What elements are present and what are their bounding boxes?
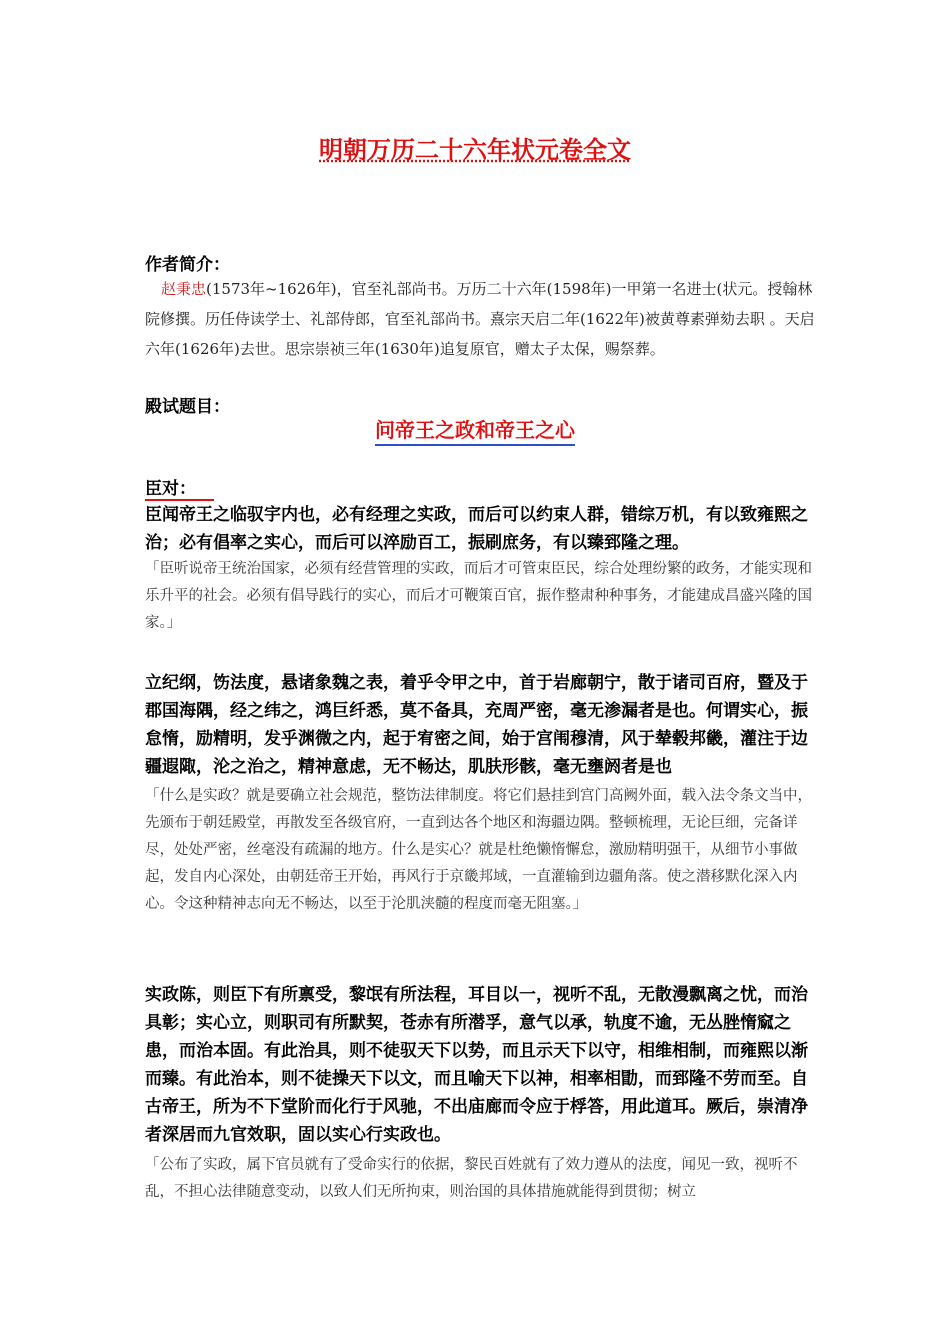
translation-text-1: 「臣听说帝王统治国家，必须有经营管理的实政，而后才可管束臣民，综合处理纷繁的政务，才能实现和乐升平的社会。必须有倡导践行的实心，而后才可鞭策百官，振作整肃种种事务，才能建成昌盛兴隆的国家。」: [145, 561, 812, 631]
original-text-1: 臣闻帝王之临驭宇内也，必有经理之实政，而后可以约束人群，错综万机，有以致雍熙之治；必有倡率之实心，而后可以淬励百工，振刷庶务，有以臻郅隆之理。: [145, 505, 808, 553]
author-bio: [145, 274, 815, 364]
exam-title: [0, 414, 950, 443]
author-bio-text: (1573年~1626年)，官至礼部尚书。万历二十六年(1598年)一甲第一名进士(状元。授翰林院修撰。历任侍读学士、礼部侍郎，官至礼部尚书。熹宗天启二年(1622年)被黄尊素弹劾去职 。天启六年(1626年)去世。思宗崇祯三年(1630年)追复原官，赠太子太保，赐祭葬。: [145, 280, 815, 358]
answer-label: [145, 474, 214, 499]
answer-label-text: 臣对：: [145, 479, 214, 501]
author-name: 赵秉忠: [161, 280, 207, 298]
author-label: 作者简介：: [145, 255, 230, 275]
translation-text-2: 「什么是实政？就是要确立社会规范，整饬法律制度。将它们悬挂到宫门高阙外面，载入法令条文当中，先颁布于朝廷殿堂，再散发至各级官府，一直到达各个地区和海疆边隅。整顿梳理，无论巨细，完备详尽，处处严密，丝毫没有疏漏的地方。什么是实心？就是杜绝懒惰懈怠，激励精明强干，从细节小事做起，发自内心深处，由朝廷帝王开始，再风行于京畿邦域，一直灌输到边疆角落。使之潜移默化深入内心。令这种精神志向无不畅达，以至于沦肌浃髓的程度而毫无阻塞。」: [145, 788, 812, 912]
document-title: 明朝万历二十六年状元卷全文: [319, 136, 631, 164]
exam-title-text: 问帝王之政和帝王之心: [375, 418, 575, 446]
original-text-2: 立纪纲，饬法度，悬诸象魏之表，着乎令甲之中，首于岩廊朝宁，散于诸司百府，暨及于郡国海隅，经之纬之，鸿巨纤悉，莫不备具，充周严密，毫无渗漏者是也。何谓实心，振怠惰，励精明，发乎渊微之内，起于宥密之间，始于宫闱穆清，风于辇毂邦畿，灌注于边疆遐陬，沦之治之，精神意虑，无不畅达，肌肤形骸，毫无壅阏者是也: [145, 673, 808, 777]
translation-text-3: 「公布了实政，属下官员就有了受命实行的依据，黎民百姓就有了效力遵从的法度，闻见一致，视听不乱，不担心法律随意变动，以致人们无所拘束，则治国的具体措施就能得到贯彻；树立: [145, 1157, 798, 1200]
original-text-3: 实政陈，则臣下有所禀受，黎氓有所法程，耳目以一，视听不乱，无散漫飘离之忧，而治具彰；实心立，则职司有所默契，苍赤有所潜孚，意气以承，轨度不逾，无丛脞惰窳之患，而治本固。有此治具，则不徒驭天下以势，而且示天下以守，相维相制，而雍熙以渐而臻。有此治本，则不徒操天下以文，而且喻天下以神，相率相勖，而郅隆不劳而至。自古帝王，所为不下堂阶而化行于风驰，不出庙廊而令应于桴答，用此道耳。厥后，崇清净者深居而九官效职，固以实心行实政也。: [145, 985, 808, 1145]
exam-label: 殿试题目：: [145, 397, 230, 417]
